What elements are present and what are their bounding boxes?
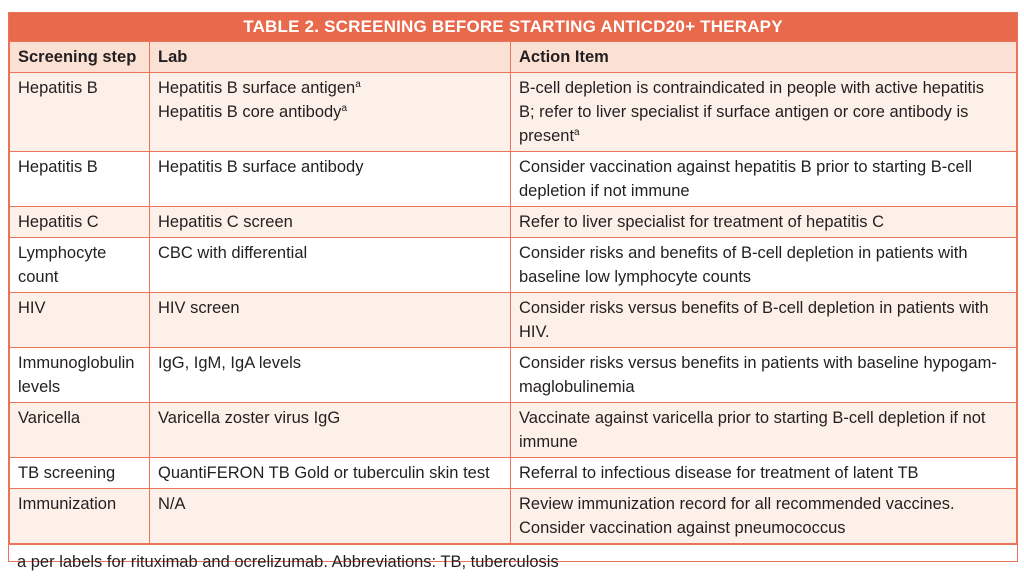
- screening-table: [9, 41, 1017, 544]
- lab-line: Hepatitis B core antibody$^a$: [158, 103, 347, 121]
- footnote-marker: a: [574, 127, 580, 138]
- lab-cell: Hepatitis C screen: [150, 207, 511, 238]
- table-row: [10, 348, 1017, 403]
- table-row: [10, 489, 1017, 544]
- footnote-marker: a: [355, 79, 361, 90]
- table-row: [10, 238, 1017, 293]
- table-row: [10, 152, 1017, 207]
- screening-step-cell: HIV: [10, 293, 150, 348]
- screening-step-cell: Hepatitis B: [10, 73, 150, 152]
- table-footnote: a per labels for rituximab and ocrelizumab. Abbreviations: TB, tuberculosis: [9, 544, 1017, 579]
- lab-cell: N/A: [150, 489, 511, 544]
- lab-cell: CBC with differential: [150, 238, 511, 293]
- action-item-cell: B-cell depletion is contraindicated in people with active hepatitis B; refer to liver specialist if surface antigen or core antibody is present$^a$: [511, 73, 1017, 152]
- screening-step-cell: Lymphocyte count: [10, 238, 150, 293]
- screening-step-cell: Immunoglobulin levels: [10, 348, 150, 403]
- column-header-screening-step: Screening step: [10, 42, 150, 73]
- action-line: Review immunization record for all recommended vaccines.: [519, 495, 955, 513]
- action-item-cell: Consider risks and benefits of B-cell depletion in patients with baseline low lymphocyte counts: [511, 238, 1017, 293]
- screening-table-figure: [8, 12, 1018, 571]
- table-header-row: [10, 42, 1017, 73]
- table-title: TABLE 2. SCREENING BEFORE STARTING ANTICD20+ THERAPY: [9, 13, 1017, 41]
- column-header-lab: Lab: [150, 42, 511, 73]
- footnote-marker: a: [341, 103, 347, 114]
- screening-step-cell: TB screening: [10, 458, 150, 489]
- action-item-cell: Referral to infectious disease for treatment of latent TB: [511, 458, 1017, 489]
- lab-line: Hepatitis B surface antigen$^a$: [158, 79, 361, 97]
- action-item-cell: Vaccinate against varicella prior to starting B-cell depletion if not immune: [511, 403, 1017, 458]
- lab-cell: [150, 73, 511, 152]
- screening-step-cell: Varicella: [10, 403, 150, 458]
- action-item-cell: Consider risks versus benefits of B-cell depletion in patients with HIV.: [511, 293, 1017, 348]
- table-row: [10, 403, 1017, 458]
- lab-cell: QuantiFERON TB Gold or tuberculin skin test: [150, 458, 511, 489]
- action-item-cell: Consider risks versus benefits in patients with baseline hypogam-maglobulinemia: [511, 348, 1017, 403]
- table-row: [10, 207, 1017, 238]
- screening-step-cell: Hepatitis B: [10, 152, 150, 207]
- screening-step-cell: Hepatitis C: [10, 207, 150, 238]
- lab-cell: Varicella zoster virus IgG: [150, 403, 511, 458]
- table-row: [10, 73, 1017, 152]
- table-row: [10, 458, 1017, 489]
- screening-step-cell: Immunization: [10, 489, 150, 544]
- lab-cell: HIV screen: [150, 293, 511, 348]
- action-item-cell: Consider vaccination against hepatitis B prior to starting B-cell depletion if not immune: [511, 152, 1017, 207]
- lab-cell: Hepatitis B surface antibody: [150, 152, 511, 207]
- lab-cell: IgG, IgM, IgA levels: [150, 348, 511, 403]
- column-header-action-item: Action Item: [511, 42, 1017, 73]
- action-line: Consider vaccination against pneumococcus: [519, 519, 846, 537]
- action-item-cell: [511, 489, 1017, 544]
- action-item-cell: Refer to liver specialist for treatment of hepatitis C: [511, 207, 1017, 238]
- table-row: [10, 293, 1017, 348]
